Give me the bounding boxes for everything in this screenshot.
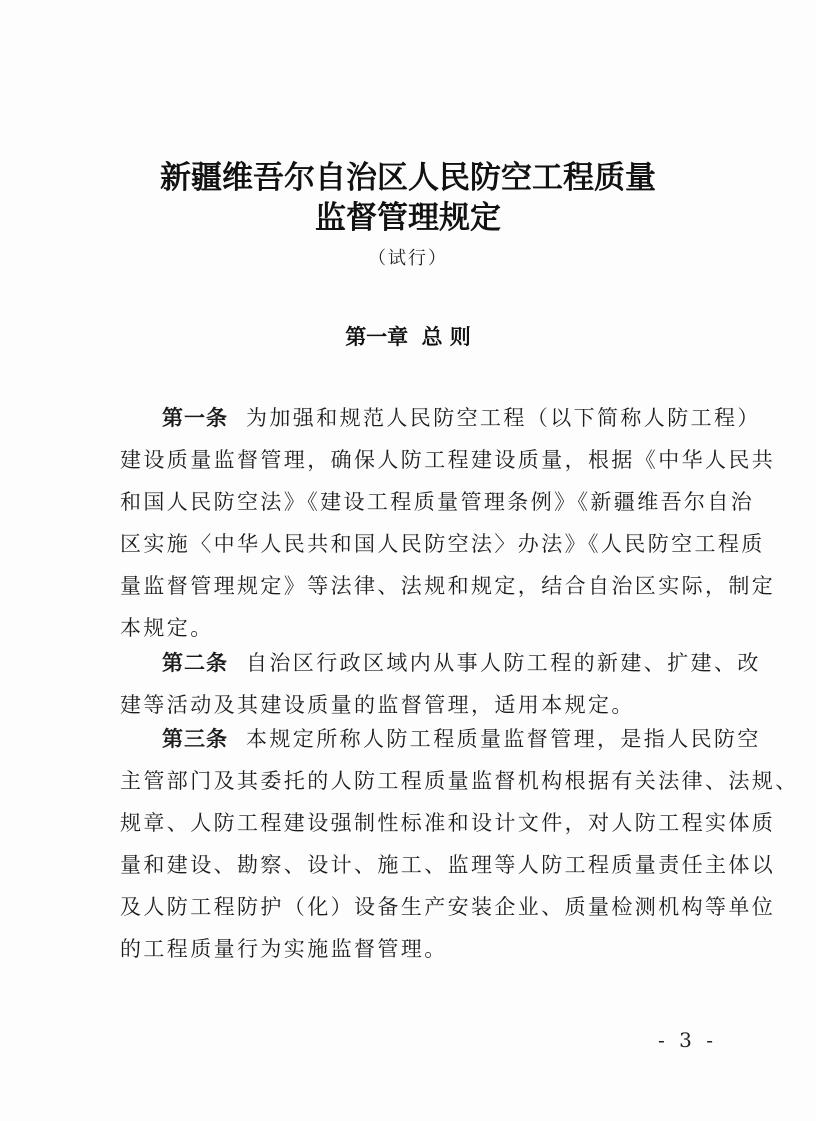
article-2-line-2: 建等活动及其建设质量的监督管理，适用本规定。: [120, 693, 635, 717]
article-3-line-6: 的工程质量行为实施监督管理。: [120, 937, 448, 961]
article-text: 为加强和规范人民防空工程（以下简称人防工程）: [246, 406, 761, 430]
article-3-line-1: [162, 723, 762, 753]
chapter-number: 第一章: [345, 325, 409, 349]
article-1-line-1: [162, 402, 762, 432]
article-label: 第二条: [162, 651, 228, 675]
article-3-line-3: 规章、人防工程建设强制性标准和设计文件，对人防工程实体质: [120, 811, 776, 835]
article-3-line-2: 主管部门及其委托的人防工程质量监督机构根据有关法律、法规、: [120, 769, 799, 793]
article-1-line-4: 区实施〈中华人民共和国人民防空法〉办法》《人民防空工程质: [120, 532, 765, 556]
article-2-line-1: [162, 647, 762, 677]
document-title-line1: 新疆维吾尔自治区人民防空工程质量: [160, 160, 656, 196]
article-text: 本规定所称人防工程质量监督管理，是指人民防空: [246, 727, 761, 751]
article-1-line-5: 量监督管理规定》等法律、法规和规定，结合自治区实际，制定: [120, 574, 776, 598]
article-label: 第一条: [162, 406, 228, 430]
document-subtitle: （试行）: [368, 248, 448, 269]
page-number: - 3 -: [658, 1028, 717, 1052]
document-title-line2: 监督管理规定: [315, 200, 501, 236]
article-1-line-3: 和国人民防空法》《建设工程质量管理条例》《新疆维吾尔自治: [120, 490, 755, 514]
article-3-line-5: 及人防工程防护（化）设备生产安装企业、质量检测机构等单位: [120, 895, 776, 919]
article-3-line-4: 量和建设、勘察、设计、施工、监理等人防工程质量责任主体以: [120, 853, 776, 877]
chapter-name: 总 则: [421, 325, 471, 349]
chapter-heading: [0, 321, 816, 351]
article-1-line-6: 本规定。: [120, 616, 214, 640]
article-1-line-2: 建设质量监督管理，确保人防工程建设质量，根据《中华人民共: [120, 448, 776, 472]
article-label: 第三条: [162, 727, 228, 751]
article-text: 自治区行政区域内从事人防工程的新建、扩建、改: [246, 651, 761, 675]
